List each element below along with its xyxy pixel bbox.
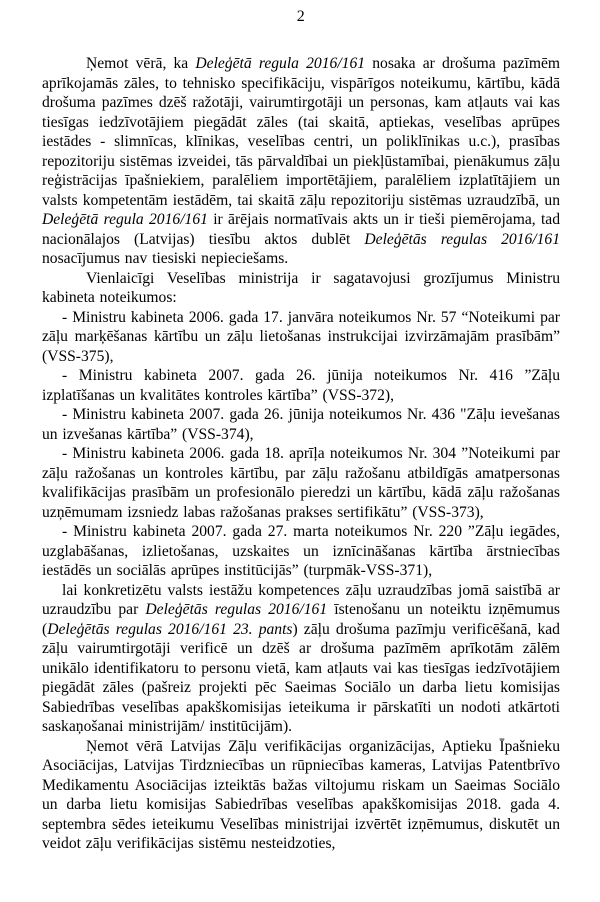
text-run: - Ministru kabineta 2007. gada 27. marta noteikumos Nr. 220 ”Zāļu iegādes, uzglabāšanas, izlietošanas, uzskaites un iznīcināšanas kārtība ārstniecības iestādēs un sociālās aprūpes institūcijās” (turpmāk-VSS-371),: [42, 523, 560, 579]
mk-item-nr220: [42, 522, 560, 581]
page-number: 2: [296, 8, 306, 25]
text-run-italic: Deleģētā regula 2016/161: [195, 55, 366, 72]
mk-item-nr436: [42, 405, 560, 444]
mk-item-nr416: [42, 366, 560, 405]
text-run: Ņemot vērā Latvijas Zāļu verifikācijas organizācijas, Aptieku Īpašnieku Asociācijas, Latvijas Tirdzniecības un rūpniecības kameras, Latvijas Patentbrīvo Medikamentu Asociācijas izteiktās bažas viltojumu riskam un Saeimas Sociālo un darba lietu komisijas Sabiedrības veselības apakškomisijas 2018. gada 4. septembra sēdes ieteikumu Veselības ministrijai izvērtēt izņēmumus, diskutēt un veidot zāļu verifikācijas sistēmu nesteidzoties,: [42, 737, 560, 852]
purpose-paragraph: [42, 581, 560, 737]
text-run: - Ministru kabineta 2007. gada 26. jūnija noteikumos Nr. 416 ”Zāļu izplatīšanas un kvalitātes kontroles kārtība” (VSS-372),: [42, 367, 560, 404]
text-run-italic: Deleģētā regula 2016/161: [42, 211, 208, 228]
text-run: ir ārējais normatīvais akts un ir tieši piemērojama, tad nacionālajos (Latvijas) tiesību aktos dublēt: [42, 211, 560, 248]
text-run-italic: Deleģētās regulas 2016/161: [364, 230, 560, 248]
text-run: lai konkretizētu valsts iestāžu kompetences zāļu uzraudzības jomā saistībā ar uzraudzību par: [42, 581, 560, 618]
amendments-intro-paragraph: [42, 269, 560, 308]
text-run: - Ministru kabineta 2006. gada 18. aprīļa noteikumos Nr. 304 ”Noteikumi par zāļu ražošanas un kontroles kārtību, par zāļu ražošanu atbildīgās amatpersonas kvalifikācijas prasībām un profesionālo pieredzi un kārtību, kādā zāļu ražošanas uzņēmumam izsniedz labas ražošanas prakses sertifikātu” (VSS-373),: [42, 445, 560, 521]
text-run: īstenošanu un noteiktu izņēmumus (: [42, 601, 561, 638]
text-run: nosaka ar drošuma pazīmēm aprīkojamās zāles, to tehnisko specifikāciju, vispārīgos noteikumu, kārtību, kādā drošuma pazīmes dzēš ražotāji, vairumtirgotāji un personas, kam atļauts vai kas tiesīgas iedzīvotājiem piegādāt zāles (tai skaitā, aptiekas, veselības aprūpes iestādes - slimnīcas, klīnikas, veselības centri, un poliklīnikas u.c.), prasības repozitoriju sistēmas izveidei, tās pārvaldībai un piekļūstamībai, pienākumus zāļu reģistrācijas īpašniekiem, paralēliem importētājiem, paralēliem izplatītājiem un valsts kompetentām iestādēm, tai skaitā zāļu repozitoriju sistēmas uzraudzībā, un: [42, 55, 560, 209]
text-run-italic: Deleģētās regulas 2016/161: [145, 601, 328, 618]
text-run: ) zāļu drošuma pazīmju verificēšanā, kad zāļu vairumtirgotāji verificē un dzēš ar drošuma pazīmēm aprīkotām zālēm unikālo identifikatoru to personu vietā, kam atļauts vai kas tiesīgas iedzīvotājiem piegādāt zāles (pašreiz projekti pēc Saeimas Sociālo un darba lietu komisijas Sabiedrības veselības apakškomisijas ieteikuma ir pārskatīti un nodoti atkārtoti saskaņošanai ministrijām/ institūcijām).: [42, 620, 560, 735]
mk-item-nr57: [42, 308, 560, 367]
text-run: Ņemot vērā, ka: [86, 55, 196, 72]
stakeholders-paragraph: [42, 737, 560, 854]
intro-paragraph: [42, 54, 560, 269]
document-body: [42, 54, 560, 854]
text-run: - Ministru kabineta 2006. gada 17. janvāra noteikumos Nr. 57 “Noteikumi par zāļu marķēšanas kārtību un zāļu lietošanas instrukcijai izvirzāmajām prasībām” (VSS-375),: [42, 308, 560, 365]
text-run-italic: Deleģētās regulas 2016/161 23. pants: [47, 620, 293, 638]
text-run: nosacījumus nav tiesiski nepieciešams.: [42, 250, 289, 267]
text-run: - Ministru kabineta 2007. gada 26. jūnija noteikumos Nr. 436 "Zāļu ievešanas un izvešanas kārtība” (VSS-374),: [42, 406, 560, 443]
text-run: Vienlaicīgi Veselības ministrija ir sagatavojusi grozījumus Ministru kabineta noteikumos:: [42, 269, 560, 306]
mk-item-nr304: [42, 444, 560, 522]
